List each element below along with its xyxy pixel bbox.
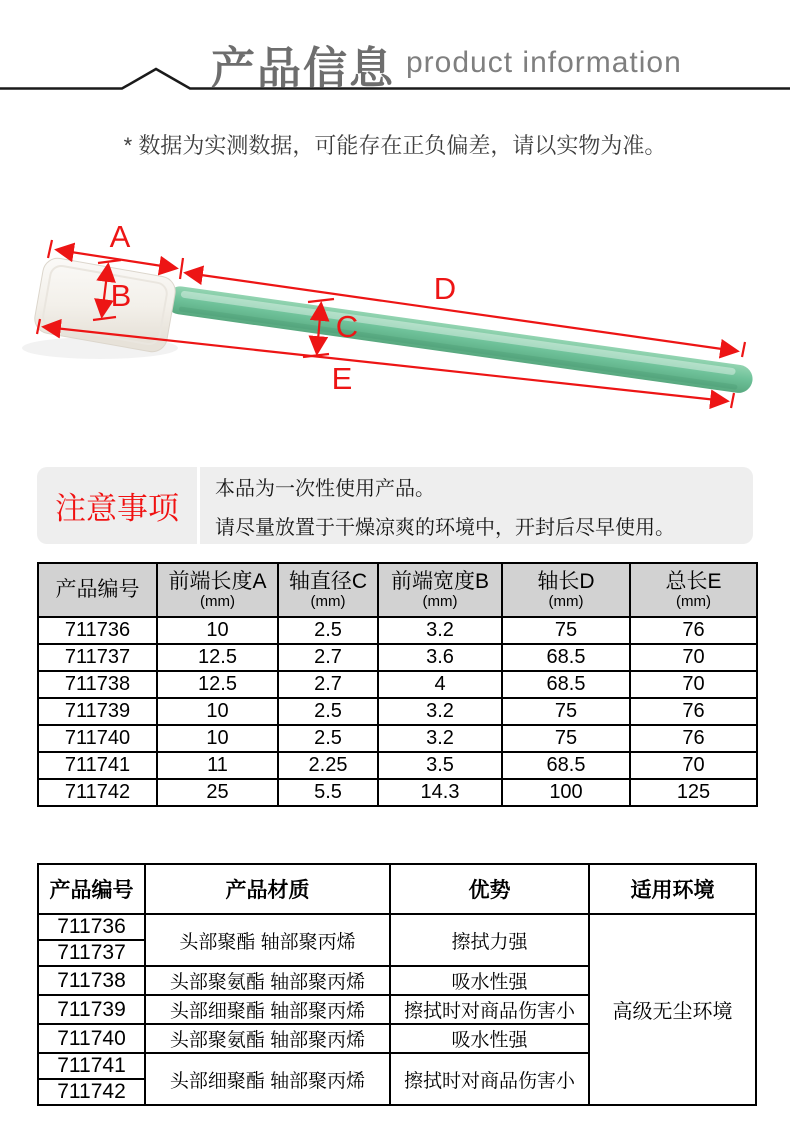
material-table-head — [38, 864, 756, 914]
material-column-header: 产品编号 — [38, 864, 145, 914]
material-cell: 头部聚酯 轴部聚丙烯 — [145, 914, 390, 966]
spec-value-cell: 70 — [630, 671, 757, 698]
spec-value-cell: 4 — [378, 671, 502, 698]
spec-column-header-main: 轴长D — [537, 570, 595, 593]
product-code-cell: 711739 — [38, 995, 145, 1024]
product-diagram — [0, 195, 790, 460]
spec-value-cell: 100 — [502, 779, 630, 806]
spec-value-cell: 11 — [157, 752, 278, 779]
spec-column-header — [630, 563, 757, 617]
spec-table-body — [38, 617, 757, 806]
product-code-cell: 711736 — [38, 617, 157, 644]
notice-divider — [197, 467, 200, 544]
page-subtitle: product information — [406, 46, 682, 79]
product-code-cell: 711742 — [38, 779, 157, 806]
spec-value-cell: 3.2 — [378, 725, 502, 752]
spec-row — [38, 698, 757, 725]
spec-row — [38, 752, 757, 779]
material-column-header: 产品材质 — [145, 864, 390, 914]
dimension-label-a: A — [109, 219, 131, 254]
dimension-label-c: C — [335, 309, 359, 344]
spec-column-header — [38, 563, 157, 617]
spec-column-header-main: 前端宽度B — [390, 570, 489, 593]
spec-row — [38, 644, 757, 671]
material-table — [37, 863, 757, 1106]
material-column-header: 适用环境 — [589, 864, 756, 914]
spec-value-cell: 68.5 — [502, 671, 630, 698]
spec-column-header-main: 产品编号 — [55, 578, 140, 601]
spec-value-cell: 68.5 — [502, 752, 630, 779]
spec-value-cell: 70 — [630, 752, 757, 779]
advantage-cell: 擦拭力强 — [390, 914, 589, 966]
spec-table-head — [38, 563, 757, 617]
environment-cell: 高级无尘环境 — [589, 914, 756, 1105]
product-code-cell: 711736 — [38, 914, 145, 940]
spec-value-cell: 125 — [630, 779, 757, 806]
page-title: 产品信息 — [211, 44, 395, 93]
spec-value-cell: 3.5 — [378, 752, 502, 779]
spec-value-cell: 2.5 — [278, 725, 378, 752]
spec-value-cell: 2.5 — [278, 698, 378, 725]
notice-line-1: 本品为一次性使用产品。 — [215, 477, 435, 500]
product-code-cell: 711737 — [38, 940, 145, 966]
spec-value-cell: 3.6 — [378, 644, 502, 671]
spec-value-cell: 76 — [630, 698, 757, 725]
spec-value-cell: 10 — [157, 617, 278, 644]
spec-value-cell: 12.5 — [157, 671, 278, 698]
product-code-cell: 711739 — [38, 698, 157, 725]
notice-body — [215, 467, 743, 544]
spec-column-header — [278, 563, 378, 617]
spec-value-cell: 12.5 — [157, 644, 278, 671]
spec-column-header — [502, 563, 630, 617]
spec-column-header-main: 前端长度A — [168, 570, 267, 593]
spec-column-header — [157, 563, 278, 617]
spec-column-header-unit: (mm) — [200, 593, 235, 610]
spec-row — [38, 671, 757, 698]
product-code-cell: 711738 — [38, 966, 145, 995]
spec-value-cell: 2.25 — [278, 752, 378, 779]
spec-value-cell: 70 — [630, 644, 757, 671]
spec-value-cell: 76 — [630, 617, 757, 644]
spec-row — [38, 617, 757, 644]
material-row — [38, 914, 756, 940]
spec-value-cell: 3.2 — [378, 698, 502, 725]
advantage-cell: 吸水性强 — [390, 966, 589, 995]
spec-value-cell: 76 — [630, 725, 757, 752]
spec-value-cell: 75 — [502, 725, 630, 752]
disclaimer-note: * 数据为实测数据，可能存在正负偏差，请以实物为准。 — [123, 133, 667, 158]
material-cell: 头部细聚酯 轴部聚丙烯 — [145, 1053, 390, 1105]
advantage-cell: 吸水性强 — [390, 1024, 589, 1053]
spec-value-cell: 68.5 — [502, 644, 630, 671]
spec-column-header-unit: (mm) — [422, 593, 458, 610]
spec-column-header-unit: (mm) — [310, 593, 346, 610]
spec-column-header-main: 轴直径C — [288, 570, 368, 593]
spec-column-header-main: 总长E — [665, 570, 722, 593]
spec-value-cell: 3.2 — [378, 617, 502, 644]
product-code-cell: 711740 — [38, 725, 157, 752]
spec-value-cell: 75 — [502, 698, 630, 725]
material-cell: 头部聚氨酯 轴部聚丙烯 — [145, 966, 390, 995]
product-code-cell: 711740 — [38, 1024, 145, 1053]
spec-value-cell: 10 — [157, 698, 278, 725]
advantage-cell: 擦拭时对商品伤害小 — [390, 1053, 589, 1105]
spec-row — [38, 725, 757, 752]
notice-box — [37, 467, 753, 544]
spec-value-cell: 2.7 — [278, 644, 378, 671]
spec-column-header-unit: (mm) — [676, 593, 711, 610]
spec-row — [38, 779, 757, 806]
spec-column-header-unit: (mm) — [548, 593, 584, 610]
spec-value-cell: 25 — [157, 779, 278, 806]
material-cell: 头部聚氨酯 轴部聚丙烯 — [145, 1024, 390, 1053]
material-header-row — [38, 864, 756, 914]
swab-handle — [164, 285, 754, 395]
material-cell: 头部细聚酯 轴部聚丙烯 — [145, 995, 390, 1024]
product-code-cell: 711742 — [38, 1079, 145, 1105]
product-code-cell: 711738 — [38, 671, 157, 698]
spec-header-row — [38, 563, 757, 617]
material-table-body — [38, 914, 756, 1105]
material-column-header: 优势 — [390, 864, 589, 914]
dimension-label-e: E — [331, 361, 353, 396]
spec-value-cell: 10 — [157, 725, 278, 752]
spec-column-header — [378, 563, 502, 617]
product-code-cell: 711741 — [38, 1053, 145, 1079]
product-code-cell: 711741 — [38, 752, 157, 779]
spec-table — [37, 562, 758, 807]
advantage-cell: 擦拭时对商品伤害小 — [390, 995, 589, 1024]
notice-title: 注意事项 — [55, 491, 179, 526]
dimension-label-d: D — [433, 271, 457, 306]
spec-value-cell: 2.7 — [278, 671, 378, 698]
spec-value-cell: 75 — [502, 617, 630, 644]
dimension-label-b: B — [110, 278, 132, 313]
spec-value-cell: 2.5 — [278, 617, 378, 644]
spec-value-cell: 5.5 — [278, 779, 378, 806]
product-code-cell: 711737 — [38, 644, 157, 671]
spec-value-cell: 14.3 — [378, 779, 502, 806]
notice-line-2: 请尽量放置于干燥凉爽的环境中，开封后尽早使用。 — [215, 516, 675, 539]
